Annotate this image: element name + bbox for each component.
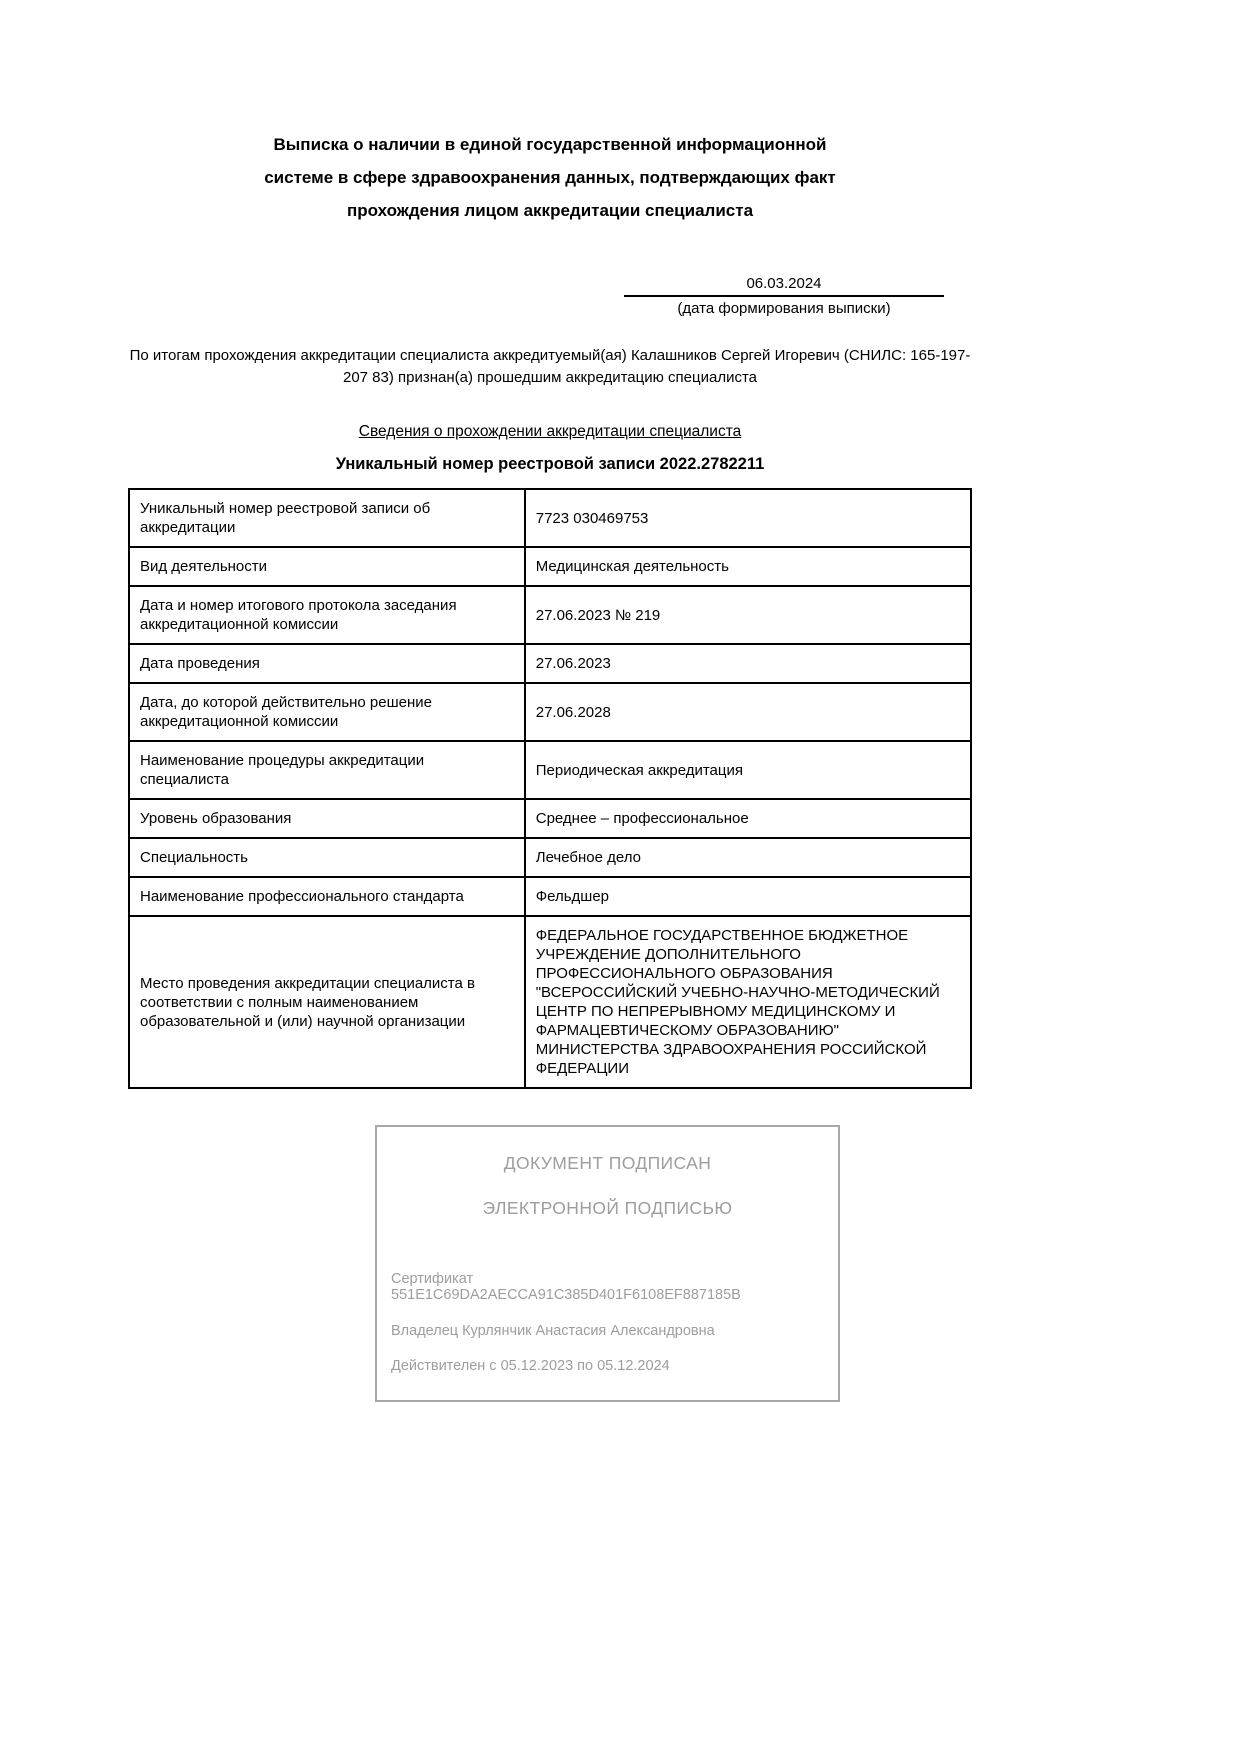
row-label: Наименование процедуры аккредитации специалиста	[129, 741, 525, 799]
row-value: Лечебное дело	[525, 838, 971, 877]
row-label: Наименование профессионального стандарта	[129, 877, 525, 916]
row-value: 7723 030469753	[525, 489, 971, 547]
document-title-line: системе в сфере здравоохранения данных, подтверждающих факт	[264, 168, 836, 187]
table-row	[129, 741, 971, 799]
document-page	[128, 0, 972, 1402]
row-value: 27.06.2023	[525, 644, 971, 683]
row-label: Место проведения аккредитации специалиста в соответствии с полным наименованием образовательной и (или) научной организации	[129, 916, 525, 1088]
accreditation-table	[128, 488, 972, 1089]
row-label: Дата и номер итогового протокола заседания аккредитационной комиссии	[129, 586, 525, 644]
row-label: Специальность	[129, 838, 525, 877]
document-title-line: Выписка о наличии в единой государственной информационной	[273, 135, 827, 154]
row-value: Медицинская деятельность	[525, 547, 971, 586]
signature-certificate: Сертификат 551E1C69DA2AECCA91C385D401F6108EF887185B	[391, 1271, 741, 1303]
document-title	[128, 128, 972, 227]
table-row	[129, 799, 971, 838]
table-row	[129, 838, 971, 877]
signature-validity: Действителен с 05.12.2023 по 05.12.2024	[391, 1358, 670, 1374]
registry-number-heading: Уникальный номер реестровой записи 2022.2782211	[335, 455, 765, 473]
row-label: Уникальный номер реестровой записи об аккредитации	[129, 489, 525, 547]
document-title-line: прохождения лицом аккредитации специалиста	[346, 201, 754, 220]
table-row	[129, 547, 971, 586]
signature-title-line: ЭЛЕКТРОННОЙ ПОДПИСЬЮ	[482, 1198, 733, 1218]
table-row	[129, 916, 971, 1088]
row-label: Уровень образования	[129, 799, 525, 838]
table-row	[129, 644, 971, 683]
row-value: 27.06.2028	[525, 683, 971, 741]
row-value: Среднее – профессиональное	[525, 799, 971, 838]
issue-date: 06.03.2024	[624, 275, 944, 297]
row-label: Дата, до которой действительно решение аккредитационной комиссии	[129, 683, 525, 741]
row-label: Вид деятельности	[129, 547, 525, 586]
row-value: ФЕДЕРАЛЬНОЕ ГОСУДАРСТВЕННОЕ БЮДЖЕТНОЕ УЧРЕЖДЕНИЕ ДОПОЛНИТЕЛЬНОГО ПРОФЕССИОНАЛЬНОГО ОБРАЗОВАНИЯ "ВСЕРОССИЙСКИЙ УЧЕБНО-НАУЧНО-МЕТОДИЧЕСКИЙ ЦЕНТР ПО НЕПРЕРЫВНОМУ МЕДИЦИНСКОМУ И ФАРМАЦЕВТИЧЕСКОМУ ОБРАЗОВАНИЮ" МИНИСТЕРСТВА ЗДРАВООХРАНЕНИЯ РОССИЙСКОЙ ФЕДЕРАЦИИ	[525, 916, 971, 1088]
signature-box	[375, 1125, 840, 1402]
table-row	[129, 489, 971, 547]
table-row	[129, 683, 971, 741]
issue-date-block	[624, 275, 944, 317]
row-value: Периодическая аккредитация	[525, 741, 971, 799]
row-label: Дата проведения	[129, 644, 525, 683]
signature-owner: Владелец Курлянчик Анастасия Александровна	[391, 1323, 715, 1339]
table-row	[129, 586, 971, 644]
signature-title-line: ДОКУМЕНТ ПОДПИСАН	[503, 1153, 712, 1173]
section-heading: Сведения о прохождении аккредитации специалиста	[358, 423, 742, 440]
intro-paragraph: По итогам прохождения аккредитации специалиста аккредитуемый(ая) Калашников Сергей Игоревич (СНИЛС: 165-197-207 83) признан(а) прошедшим аккредитацию специалиста	[129, 347, 971, 386]
table-row	[129, 877, 971, 916]
row-value: 27.06.2023 № 219	[525, 586, 971, 644]
row-value: Фельдшер	[525, 877, 971, 916]
issue-date-caption: (дата формирования выписки)	[677, 300, 891, 317]
